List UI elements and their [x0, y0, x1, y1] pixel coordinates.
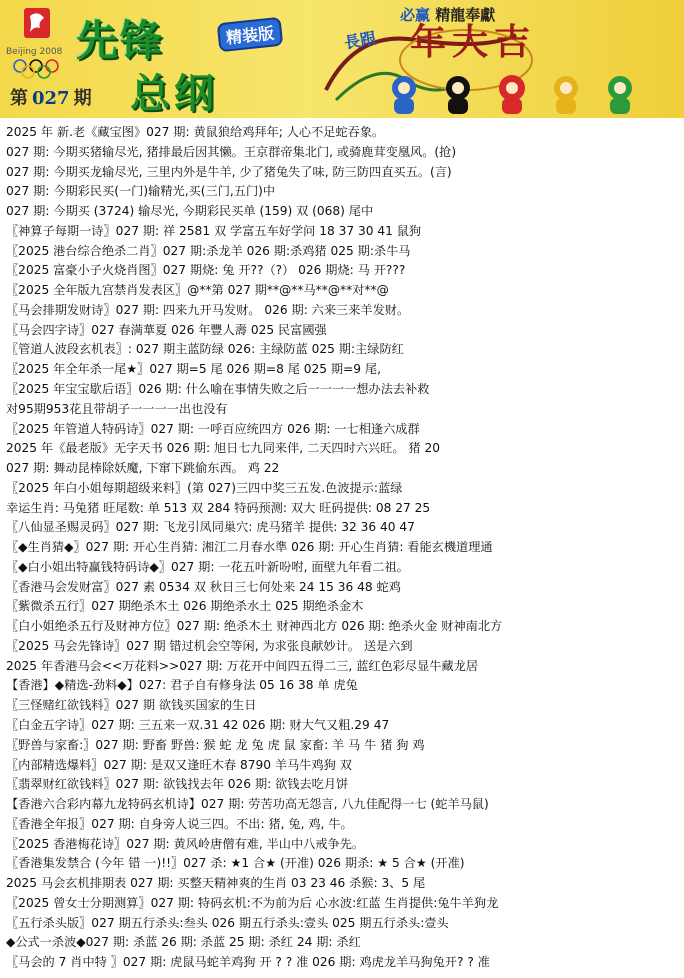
text-line: 〖2025 曾女士分期测算〗027 期: 特码玄机:不为前为后 心水波:红蓝 生肖提供:兔牛羊狗龙 — [6, 895, 499, 910]
text-line: 〖马会四字诗〗027 春满華夏 026 年豐人壽 025 民富國强 — [6, 322, 327, 337]
text-line: 〖2025 马会先锋诗〗027 期 错过机会空等闲, 为求张良献妙计。 送是六到 — [6, 638, 413, 653]
new-year-greeting: 年大吉 — [410, 21, 537, 63]
banner-header — [0, 0, 684, 118]
text-line: 〖紫微杀五行〗027 期绝杀木土 026 期绝杀水土 025 期绝杀金木 — [6, 599, 364, 614]
text-line: 〖香港集发禁合 (今年 错 一)!!〗027 杀: ★1 合★ (开准) 026 期杀: ★ 5 合★ (开准) — [6, 856, 465, 871]
text-line: 〖2025 香港梅花诗〗027 期: 黄风岭唐僧有难, 半山中八戒争先。 — [6, 836, 365, 851]
text-line: 〖白金五字诗〗027 期: 三五来一双.31 42 026 期: 财大气又粗.29 47 — [6, 718, 390, 733]
text-line: 2025 马会玄机排期表 027 期: 买整天精神爽的生肖 03 23 46 杀猴: 3、5 尾 — [6, 876, 426, 891]
text-line: 〖香港全年报〗027 期: 自身旁人说三四。不出: 猪, 兔, 鸡, 牛。 — [6, 816, 353, 831]
text-line: 【香港六合彩内幕九龙特码玄机诗】027 期: 劳苦功高无怨言, 八九佳配得一七 (蛇羊马鼠) — [6, 797, 489, 812]
olympic-rings-icon — [10, 58, 66, 80]
text-line: 〖2025 港台综合绝杀二肖〗027 期:杀龙羊 026 期:杀鸡猪 025 期:杀牛马 — [6, 243, 411, 258]
text-line: 〖2025 全年版九宫禁肖发表区〗@**第 027 期**@**马**@**对**@ — [6, 283, 389, 298]
text-line: 027 期: 今期买龙输尽光, 三里内外是牛羊, 少了猪兔失了味, 防三防四直买五。(言) — [6, 164, 452, 179]
text-line: 〖管道人波段玄机表〗: 027 期主蓝防绿 026: 主绿防蓝 025 期:主绿防红 — [6, 342, 404, 357]
text-line: 027 期: 今期彩民买(一门)输精光,买(三门,五门)中 — [6, 184, 276, 199]
text-line: 〖神算子每期一诗〗027 期: 祥 2581 双 学富五车好学问 18 37 30 41 鼠狗 — [6, 223, 422, 238]
text-line: 对95期953花且带胡子一一一一出也没有 — [6, 401, 228, 416]
special-edition-badge: 精装版 — [217, 17, 284, 53]
text-line: 027 期: 今期买 (3724) 输尽光, 今期彩民买单 (159) 双 (068) 尾中 — [6, 204, 374, 219]
text-line: 〖翡翠财红欲钱料〗027 期: 欲钱找去年 026 期: 欲钱去吃月饼 — [6, 777, 349, 792]
issue-prefix: 第 — [10, 88, 28, 109]
text-line: 〖马会的 7 肖中特 〗027 期: 虎鼠马蛇羊鸡狗 开 ? ? 准 026 期: 鸡虎龙羊马狗兔开? ? 准 — [6, 955, 490, 970]
text-line: ◆公式一杀波◆027 期: 杀蓝 26 期: 杀蓝 25 期: 杀红 24 期: 杀红 — [6, 935, 361, 950]
beijing-2008-emblem-icon — [8, 6, 66, 46]
banner-title-sub: 总纲 — [130, 70, 218, 117]
fuwa-mascots-icon — [380, 70, 670, 116]
text-line: 027 期: 舞动昆棒除妖魔, 下窜下跳偷东西。 鸡 22 — [6, 461, 280, 476]
text-line: 2025 年香港马会<<万花料>>027 期: 万花开中间四五得二三, 蓝红色彩尽显牛藏龙居 — [6, 658, 479, 673]
text-line: 〖内部精选爆料〗027 期: 是双又逢旺木春 8790 羊马牛鸡狗 双 — [6, 757, 352, 772]
text-line: 〖马会排期发财诗〗027 期: 四来九开马发财。 026 期: 六来三来羊发财。 — [6, 302, 410, 317]
text-line: 027 期: 今期买猪输尽光, 猪排最后因其懒。王京群帝集北门, 或骑鹿茸变凰风。(抢) — [6, 144, 457, 159]
issue-label — [10, 84, 92, 110]
text-line: 〖五行杀头版〗027 期五行杀头:叁头 026 期五行杀头:壹头 025 期五行杀头:壹头 — [6, 915, 449, 930]
text-line: 幸运生肖: 马兔猪 旺尾数: 单 513 双 284 特码预测: 双大 旺码提供: 08 27 25 — [6, 500, 431, 515]
text-line: 〖香港马会发财富〗027 素 0534 双 秋日三七何处来 24 15 36 48 蛇鸡 — [6, 579, 401, 594]
text-line: 〖三怪赌红欲钱料〗027 期 欲钱买国家的生日 — [6, 698, 257, 713]
issue-suffix: 期 — [73, 88, 92, 109]
text-line: 2025 年《最老版》无字天书 026 期: 旭日七九同来伴, 二天四时六兴旺。 猪 20 — [6, 441, 440, 456]
follow-stamp: 長跟 — [342, 28, 378, 53]
text-line: 〖八仙显圣赐灵码〗027 期: 飞龙引凤同巢穴: 虎马猪羊 提供: 32 36 40 47 — [6, 520, 415, 535]
slogan-win: 必赢 — [400, 6, 431, 24]
text-line: 【香港】◆精选-劲料◆】027: 君子自有修身法 05 16 38 单 虎兔 — [6, 678, 358, 693]
slogan-rest: 精龍奉獻 — [435, 6, 496, 24]
logo-caption: Beijing 2008 — [6, 47, 63, 57]
text-line: 〖白小姐绝杀五行及财神方位〗027 期: 绝杀木土 财神西北方 026 期: 绝杀火金 财神南北方 — [6, 619, 503, 634]
text-line: 〖◆白小姐出特赢钱特码诗◆〗027 期: 一花五叶新吩咐, 面壁九年看二祖。 — [6, 559, 409, 574]
text-line: 〖◆生肖猜◆〗027 期: 开心生肖猜: 湘江二月春水準 026 期: 开心生肖猜: 看能玄機道理通 — [6, 540, 493, 555]
text-line: 〖2025 年宝宝歇后语〗026 期: 什么喻在事情失败之后一一一一想办法去补救 — [6, 381, 430, 396]
text-line: 2025 年 新.老《藏宝图》027 期: 黄鼠狼给鸡拜年; 人心不足蛇吞象。 — [6, 125, 385, 139]
text-line: 〖2025 年管道人特码诗〗027 期: 一呼百应统四方 026 期: 一七相逢六成群 — [6, 421, 420, 436]
issue-number: 027 — [32, 88, 70, 109]
banner-title-main: 先锋 — [76, 16, 165, 65]
text-line: 〖2025 年白小姐每期超级来料〗(第 027)三四中奖三五发.色波提示:蓝绿 — [6, 480, 403, 495]
text-line: 〖野兽与家畜:〗027 期: 野畜 野兽: 猴 蛇 龙 兔 虎 鼠 家畜: 羊 马 牛 猪 狗 鸡 — [6, 737, 425, 752]
text-line: 〖2025 年全年杀一尾★〗027 期=5 尾 026 期=8 尾 025 期=9 尾, — [6, 362, 381, 377]
text-line: 〖2025 富豪小子火烧肖图〗027 期烧: 兔 开??（?） 026 期烧: 马 开??? — [6, 263, 406, 278]
